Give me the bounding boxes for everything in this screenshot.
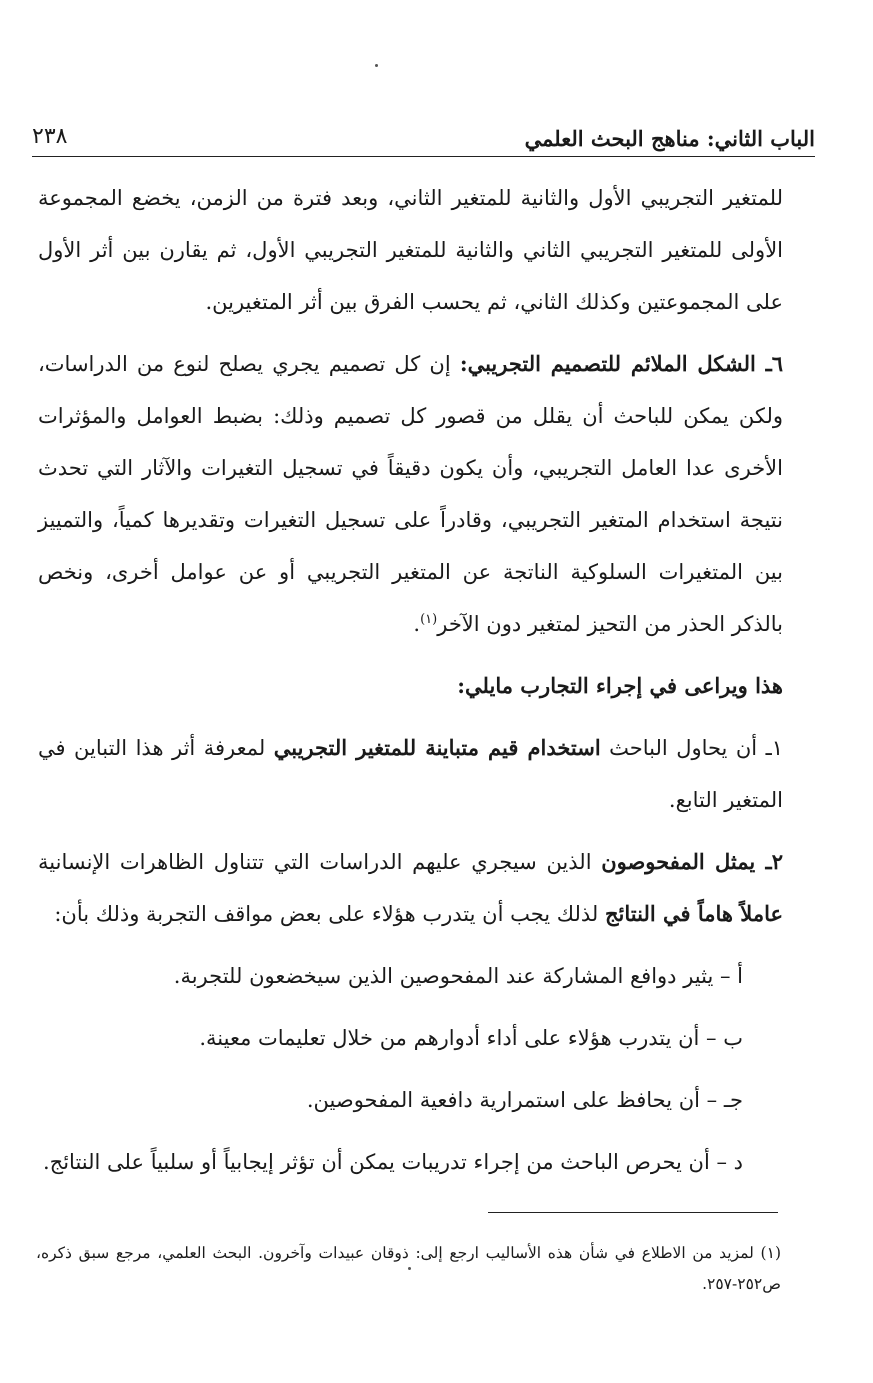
sub-items-list [38,950,783,1188]
list-item: أ – يثير دوافع المشاركة عند المفحوصين الذين سيخضعون للتجربة. [173,964,743,988]
section-6-text: إن كل تصميم يجري يصلح لنوع من الدراسات، ولكن يمكن للباحث أن يقلل من قصور كل تصميم وذلك: بضبط العوامل والمؤثرات الأخرى عدا العامل التجريبي، وأن يكون دقيقاً في تسجيل التغيرات والآثار التي تحدث نتيجة استخدام المتغير التجريبي، وقادراً على تسجيل التغيرات وتقديرها كمياً، والتمييز بين المتغيرات السلوكية الناتجة عن المتغير التجريبي أو عن عوامل أخرى، ونخص بالذكر الحذر من التحيز لمتغير دون الآخر [38,352,783,636]
scan-speck [408,1267,411,1270]
footnote-reference: (١) [420,612,438,627]
footnote-separator [488,1212,778,1213]
list-item: د – أن يحرص الباحث من إجراء تدريبات يمكن أن تؤثر إيجابياً أو سلبياً على النتائج. [42,1150,743,1174]
rule-2-subject: ٢ـ يمثل المفحوصون [601,849,783,874]
section-6-paragraph: ٦ـ الشكل الملائم للتصميم التجريبي: إن كل تصميم يجري يصلح لنوع من الدراسات، ولكن يمكن للباحث أن يقلل من قصور كل تصميم وذلك: بضبط العوامل والمؤثرات الأخرى عدا العامل التجريبي، وأن يكون دقيقاً في تسجيل التغيرات والآثار التي تحدث نتيجة استخدام المتغير التجريبي، وقادراً على تسجيل التغيرات وتقديرها كمياً، والتمييز بين المتغيرات السلوكية الناتجة عن المتغير التجريبي أو عن عوامل أخرى، ونخص بالذكر الحذر من التحيز لمتغير دون الآخر$^{(١)}$. [38,351,783,636]
list-item: جـ – أن يحافظ على استمرارية دافعية المفحوصين. [306,1088,743,1112]
rule-2-emphasis: عاملاً هاماً في النتائج [604,901,783,926]
rule-1: ١ـ أن يحاول الباحث استخدام قيم متباينة للمتغير التجريبي لمعرفة أثر هذا التباين في المتغير التابع. [38,735,783,812]
section-6-heading: ٦ـ الشكل الملائم للتصميم التجريبي: [459,351,783,376]
running-header [32,122,815,157]
intro-paragraph: للمتغير التجريبي الأول والثانية للمتغير الثاني، وبعد فترة من الزمن، يخضع المجموعة الأولى للمتغير التجريبي الثاني والثانية للمتغير التجريبي الأول، ثم يقارن بين أثر الأول على المجموعتين وكذلك الثاني، ثم يحسب الفرق بين أثر المتغيرين. [38,186,783,314]
chapter-title: الباب الثاني: مناهج البحث العلمي [524,126,815,151]
list-item: ب – أن يتدرب هؤلاء على أداء أدوارهم من خلال تعليمات معينة. [199,1026,743,1050]
page-number: ٢٣٨ [32,124,68,149]
main-text [38,172,783,1188]
rule-1-emphasis: استخدام قيم متباينة للمتغير التجريبي [273,735,601,760]
footnote: (١) لمزيد من الاطلاع في شأن هذه الأساليب ارجع إلى: ذوقان عبيدات وآخرون. البحث العلمي، مرجع سبق ذكره، ص٢٥٢-٢٥٧. [36,1243,781,1293]
rules-heading: هذا ويراعى في إجراء التجارب مايلي: [457,673,783,698]
scan-speck [375,64,378,67]
rule-2: ٢ـ يمثل المفحوصون الذين سيجري عليهم الدراسات التي تتناول الظاهرات الإنسانية عاملاً هاماً في النتائج لذلك يجب أن يتدرب هؤلاء على بعض مواقف التجربة وذلك بأن: [38,849,783,926]
